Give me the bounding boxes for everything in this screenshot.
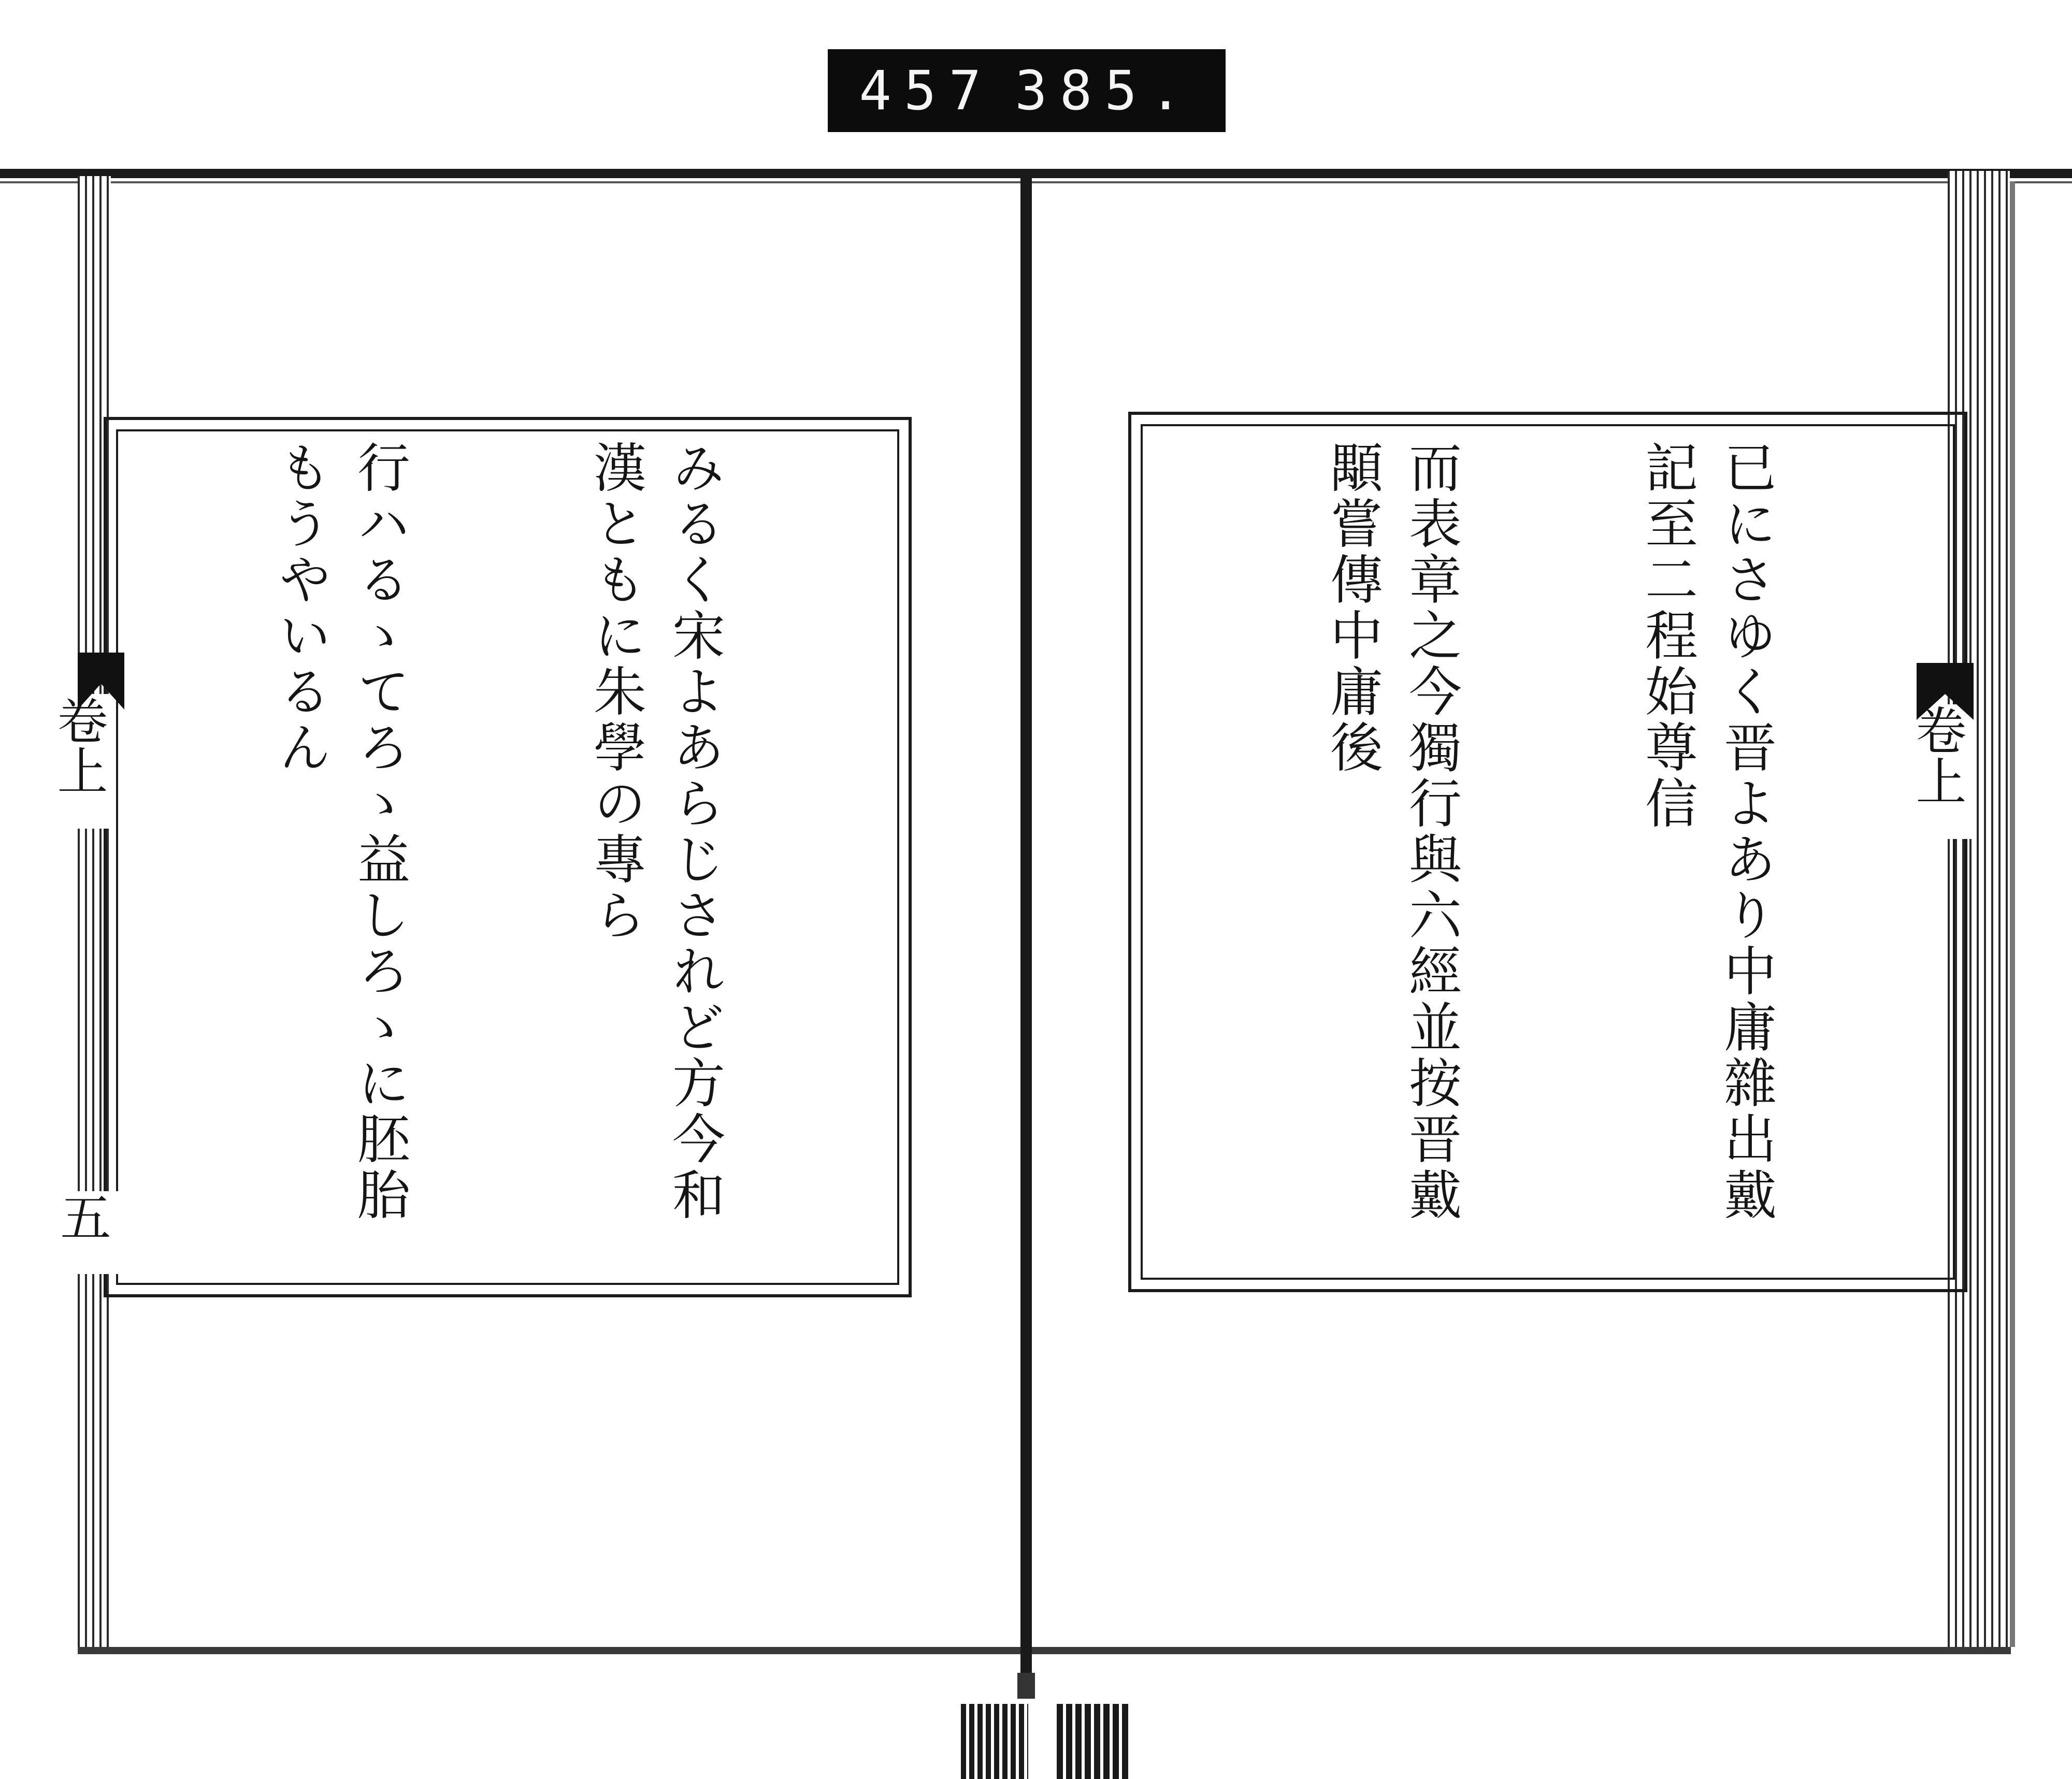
right-column-1: 已にさゆく晋よあり中庸雜出戴記至二程始尊信 bbox=[1636, 440, 1777, 1223]
left-side-tab-number: 五 bbox=[61, 1191, 118, 1274]
book-spine bbox=[1020, 176, 1032, 1699]
right-page-text bbox=[1160, 440, 1942, 1274]
right-column-2: 而表章之今獨行與六經並按晋戴顒嘗傳中庸後 bbox=[1321, 440, 1462, 1223]
bottom-scan-block-left bbox=[961, 1704, 1028, 1779]
accession-number-left: 457 bbox=[859, 59, 994, 122]
left-column-1: みるく宋よあらじされど方今和漢ともに朱學の專ら bbox=[585, 440, 725, 1223]
right-fishtail-mark bbox=[1917, 663, 1974, 720]
bottom-scan-block-right bbox=[1057, 1704, 1129, 1779]
book-top-edge bbox=[0, 169, 2072, 178]
left-column-2: 行ハるゝてろゝ益しろゝに胚胎もうやいるん bbox=[270, 440, 410, 1223]
right-side-tab-label: 卷上 bbox=[1917, 704, 1974, 839]
book-top-edge-shadow bbox=[0, 181, 2072, 183]
left-side-tab-label: 卷上 bbox=[58, 694, 115, 829]
left-fishtail-mark bbox=[78, 653, 124, 710]
right-page-outer-edge bbox=[2010, 181, 2015, 1647]
accession-number-right: 385. bbox=[1015, 59, 1195, 122]
spine-foot bbox=[1017, 1673, 1035, 1699]
left-page-bottom-edge bbox=[78, 1647, 1020, 1654]
left-page-text bbox=[145, 440, 891, 1274]
accession-label bbox=[828, 49, 1226, 132]
right-page-bottom-edge bbox=[1032, 1647, 2011, 1654]
